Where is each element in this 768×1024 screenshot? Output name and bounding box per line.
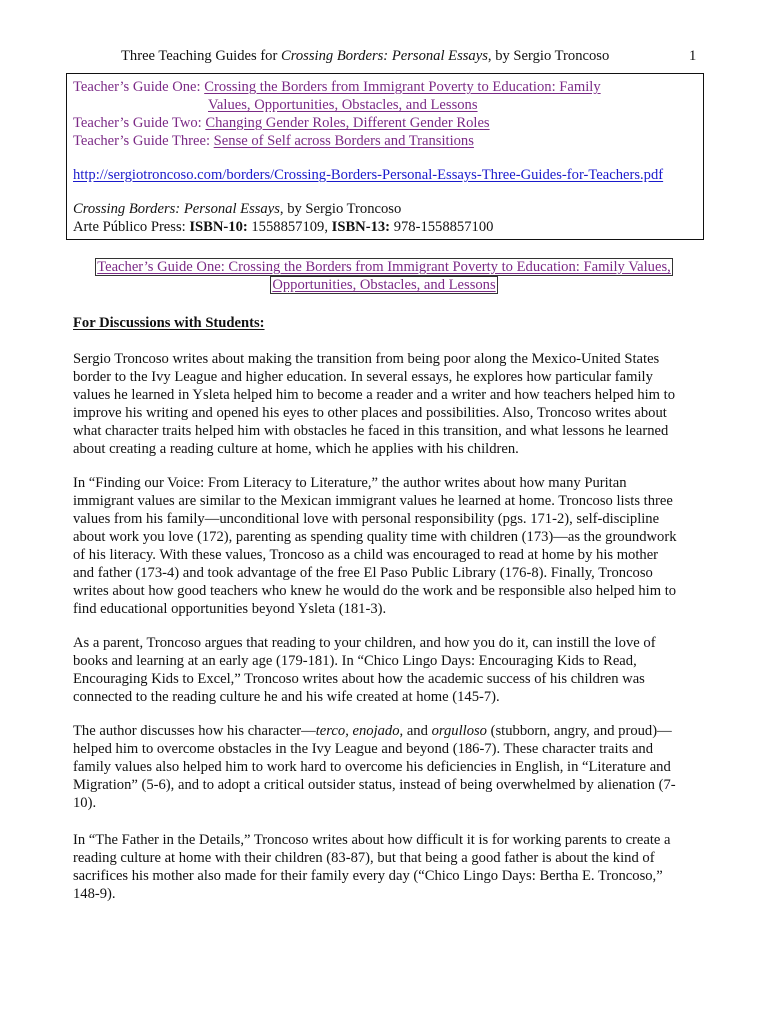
toc-guide-one	[73, 78, 703, 96]
book-line	[73, 200, 703, 218]
book-title: Crossing Borders: Personal Essays	[73, 201, 280, 217]
isbn10-label: ISBN-10:	[189, 219, 248, 235]
paragraph-intro	[73, 350, 703, 458]
paragraph-line: 10).	[73, 795, 97, 811]
toc-guide-three-label: Teacher’s Guide Three:	[73, 133, 214, 149]
pdf-url-line	[73, 166, 703, 184]
running-title	[121, 47, 609, 65]
text-run: , and	[399, 723, 432, 739]
paragraph-literacy	[73, 474, 703, 618]
paragraph-line: Migration” (5-6), and to adopt a critical outsider status, instead of being overwhelmed by alienation (7-	[73, 777, 676, 793]
term-orgulloso: orgulloso	[431, 723, 487, 739]
paragraph-line: about creating a reading culture at home, which he applies with his children.	[73, 441, 519, 457]
spacer	[73, 150, 703, 166]
guide-one-title-line1[interactable]: Teacher’s Guide One: Crossing the Borders from Immigrant Poverty to Education: Family Values,	[97, 259, 671, 275]
paragraph-line: Encouraging Kids to Excel,” Troncoso writes about how the academic success of his children was	[73, 671, 645, 687]
text-run: The author discusses how his character—	[73, 723, 316, 739]
guides-index-box	[66, 73, 704, 240]
paragraph-character	[73, 722, 703, 812]
toc-guide-one-label: Teacher’s Guide One:	[73, 79, 205, 95]
paragraph-line: connected to the reading culture he and his wife created at home (145-7).	[73, 689, 500, 705]
title-prefix: Three Teaching Guides for	[121, 48, 281, 64]
paragraph-line: sacrifices his mother also made for their family every day (“Chico Lingo Days: Bertha E. Troncoso,”	[73, 868, 663, 884]
pdf-url-link[interactable]: http://sergiotroncoso.com/borders/Crossing-Borders-Personal-Essays-Three-Guides-for-Teachers.pdf	[73, 167, 664, 183]
toc-guide-one-cont	[73, 96, 703, 114]
page-number: 1	[689, 48, 697, 64]
paragraph-line: about work you love (172), parenting as spending quality time with children (173)—as the groundwork	[73, 529, 677, 545]
toc-guide-three-link[interactable]: Sense of Self across Borders and Transitions	[213, 133, 474, 149]
paragraph-line: improve his writing and opened his eyes to other places and possibilities. Also, Troncoso writes about	[73, 405, 667, 421]
paragraph-line: helped him to overcome obstacles in the Ivy League and beyond (186-7). These character traits and	[73, 741, 654, 757]
title-suffix: , by Sergio Troncoso	[487, 48, 610, 64]
guide-one-title-line2[interactable]: Opportunities, Obstacles, and Lessons	[272, 277, 496, 293]
term-terco: terco	[315, 723, 346, 739]
isbn13-label: ISBN-13:	[331, 219, 391, 235]
paragraph-line: of his literacy. With these values, Troncoso as a child was encouraged to read at home by his mother	[73, 547, 659, 563]
paragraph-line: As a parent, Troncoso argues that reading to your children, and how you do it, can instill the love of	[73, 635, 656, 651]
page-header	[0, 47, 768, 65]
paragraph-line: Sergio Troncoso writes about making the transition from being poor along the Mexico-United States	[73, 351, 660, 367]
term-enojado: enojado	[352, 723, 400, 739]
title-italic: Crossing Borders: Personal Essays	[281, 48, 488, 64]
paragraph-line: In “Finding our Voice: From Literacy to Literature,” the author writes about how many Puritan	[73, 475, 627, 491]
paragraph-line: reading culture at home with their children (83-87), but that being a good father is about the kind of	[73, 850, 655, 866]
publisher: Arte Público Press:	[73, 219, 190, 235]
section-heading: For Discussions with Students:	[73, 315, 265, 331]
paragraph-father	[73, 831, 703, 903]
paragraph-line: values from his family—unconditional love with personal responsibility (pgs. 171-2), self-discipline	[73, 511, 660, 527]
isbn13-value: 978-1558857100	[390, 219, 494, 235]
paragraph-line: find educational opportunities beyond Ysleta (181-3).	[73, 601, 387, 617]
guide-one-title	[85, 258, 683, 294]
paragraph-line: and father (173-4) and took advantage of the free El Paso Public Library (176-8). Finally, Troncoso	[73, 565, 653, 581]
text-run: ,	[345, 723, 353, 739]
paragraph-parenting	[73, 634, 703, 706]
publisher-line	[73, 218, 703, 236]
paragraph-line: border to the Ivy League and higher education. In several essays, he explores how particular family	[73, 369, 653, 385]
toc-guide-three	[73, 132, 703, 150]
paragraph-line: what character traits helped him with obstacles he faced in this transition, and what lessons he learned	[73, 423, 669, 439]
toc-guide-one-link[interactable]: Crossing the Borders from Immigrant Poverty to Education: Family	[204, 79, 601, 95]
toc-guide-two	[73, 114, 703, 132]
isbn10-value: 1558857109,	[247, 219, 332, 235]
book-author: , by Sergio Troncoso	[279, 201, 402, 217]
paragraph-line: family values also helped him to work hard to overcome his deficiencies in English, in “Literature and	[73, 759, 671, 775]
text-run: (stubborn, angry, and proud)—	[486, 723, 672, 739]
paragraph-line: writes about how good teachers who knew he would do the work and be responsible also helped him to	[73, 583, 677, 599]
toc-guide-two-link[interactable]: Changing Gender Roles, Different Gender Roles	[205, 115, 490, 131]
paragraph-line: In “The Father in the Details,” Troncoso writes about how difficult it is for working parents to create a	[73, 832, 671, 848]
toc-guide-two-label: Teacher’s Guide Two:	[73, 115, 206, 131]
paragraph-line	[73, 722, 703, 740]
toc-guide-one-link-cont[interactable]: Values, Opportunities, Obstacles, and Lessons	[208, 97, 478, 113]
paragraph-line: books and learning at an early age (179-181). In “Chico Lingo Days: Encouraging Kids to Read,	[73, 653, 637, 669]
spacer	[73, 184, 703, 200]
paragraph-line: values he learned in Ysleta helped him to become a reader and a writer and how teachers helped him to	[73, 387, 676, 403]
paragraph-line: immigrant values are similar to the Mexican immigrant values he learned at home. Troncoso lists three	[73, 493, 673, 509]
paragraph-line: 148-9).	[73, 886, 116, 902]
